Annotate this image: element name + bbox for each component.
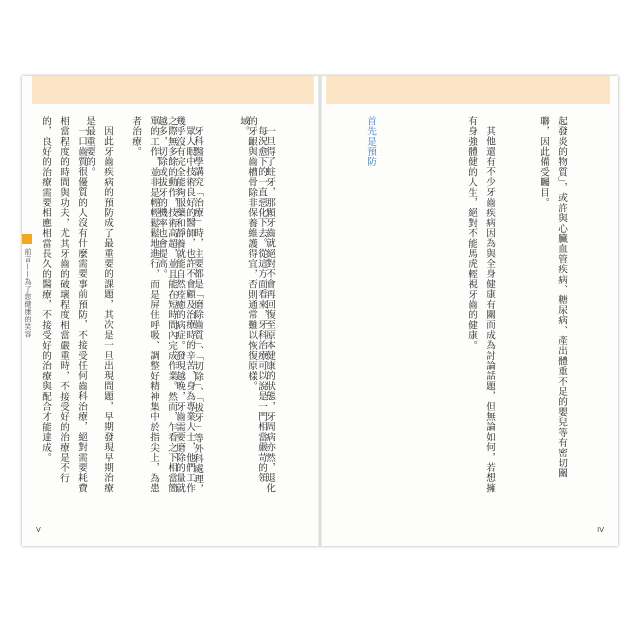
paragraph: 一口齒質很優質的人沒有什麼需要事前預防，不接受任何齒科治療，絕對需要耗費相當程度的時間與功夫，尤其牙齒的破壞程度相當嚴重時，不接受好的治療是不行的，良好的治療需要相應相當長久的醫療，不接受好的治療與配合才能達成。: [40, 116, 87, 493]
header-band: [326, 76, 610, 104]
paragraph: 因此牙齒疾病的預防成了最重要的課題，其次是一旦出現問題，早期發現早期治療是最重要的。: [84, 116, 113, 493]
spacer: [420, 116, 426, 494]
paragraph: 牙科醫學講究「治療」時，主要都是「磨除齒質」、「切除」、「拔牙」等外科處理，幾乎沒有完全能夠服藥和靜養就能自然痊癒的病症。發現越晚，牙齒需要磨除的量就越多，切除或拔牙的機率也會提高。: [156, 116, 203, 494]
book-spread: [22, 76, 618, 546]
header-band: [32, 76, 314, 104]
paragraph: 起發炎的物質」，或許與心臟血管疾病、糖尿病、產出體重不足的嬰兒等有密切關聯，因此備受矚目。: [538, 116, 567, 479]
section-heading: 首先是預防: [365, 116, 376, 167]
page-number: V: [36, 526, 41, 534]
paragraph: 每況愈下的一直惡化下去。從這方面看來，牙科治療可以說是一門相當嚴苛的領域。: [238, 116, 267, 483]
page-number: IV: [597, 526, 604, 534]
paragraph: 眾人眼中技術良好的醫師，也許不會顧及治療時的辛苦，身為專業人士，他們工作之際無多餘的動作，技術高超，並且能在短時間內完成作業。然而，乍看之下相當簡單的工作，並非是輕輕鬆鬆地進行，而是屏住呼吸、調整好精神集中於指尖上，為患者治療。: [130, 116, 195, 494]
paragraph: 其他還有不少牙齒疾病因為與全身健康有關而成為討論話題，但無論如何，若想擁有身強體健的人生，絕對不能馬虎輕視牙齒的健康。: [466, 116, 495, 493]
spacer: [314, 116, 320, 494]
running-head: 前言——為了您健康的笑容: [24, 248, 32, 338]
paragraph: 一旦得了蛀牙，那顆牙齒就絕對不會再回復至原本健康的狀態，牙周病亦然，退化的牙齦與齒槽骨除非保養維護得宜，否則通常難以恢復原樣。: [246, 116, 275, 493]
spacer: [38, 116, 44, 494]
